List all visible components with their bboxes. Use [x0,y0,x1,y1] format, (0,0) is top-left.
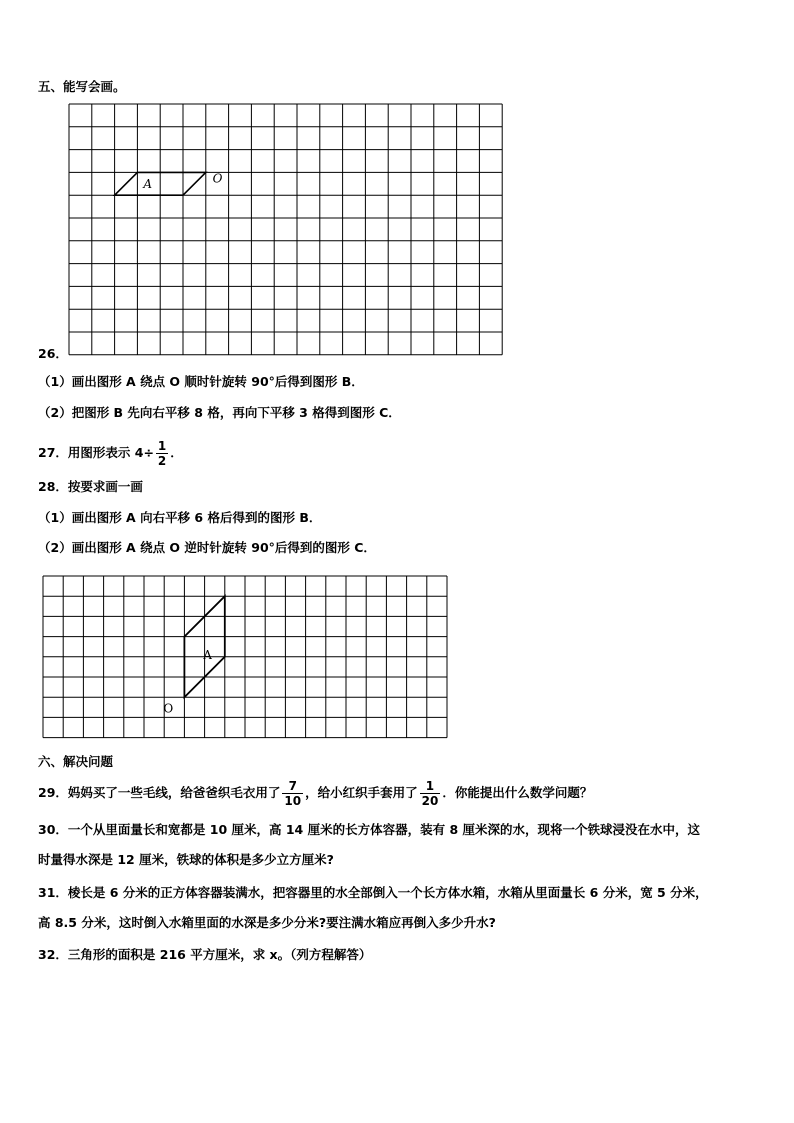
question-28-part-2: （2）画出图形 A 绕点 O 逆时针旋转 90°后得到的图形 C． [38,540,376,555]
fraction-numerator: 7 [282,779,303,794]
grid-figure-q28 [42,575,448,743]
question-29-middle: ，给小红织手套用了 [305,785,418,800]
fraction-denominator: 20 [421,794,439,808]
question-26-part-1: （1）画出图形 A 绕点 O 顺时针旋转 90°后得到图形 B． [38,374,364,389]
shape-label-a: A [203,647,212,662]
question-29-suffix: ．你能提出什么数学问题？ [442,785,593,800]
question-29 [38,776,592,810]
question-27-suffix: ． [170,445,183,460]
fraction-numerator: 1 [157,439,167,453]
question-31-line-2: 高 8.5 分米，这时倒入水箱里面的水深是多少分米?要注满水箱应再倒入多少升水? [38,915,496,930]
fraction-numerator: 1 [420,779,441,794]
question-28-title: 28．按要求画一画 [38,479,143,494]
fraction-seven-tenths [282,779,303,808]
question-31-line-1: 31．棱长是 6 分米的正方体容器装满水，把容器里的水全部倒入一个长方体水箱，水箱从里面量长 6 分米，宽 5 分米， [38,885,708,900]
shape-label-a: A [143,176,152,191]
section-title-5: 五、能写会画。 [38,79,126,94]
question-26-part-2: （2）把图形 B 先向右平移 8 格，再向下平移 3 格得到图形 C． [38,405,401,420]
question-27-prefix: 27．用图形表示 4÷ [38,445,154,460]
point-label-o: O [212,171,223,186]
fraction-one-twentieth [420,779,441,808]
question-26-number: 26． [38,346,68,361]
question-30-line-1: 30．一个从里面量长和宽都是 10 厘米，高 14 厘米的长方体容器，装有 8 厘米深的水，现将一个铁球浸没在水中，这 [38,822,700,837]
question-30-line-2: 时量得水深是 12 厘米，铁球的体积是多少立方厘米? [38,852,334,867]
fraction-denominator: 10 [284,794,302,808]
point-label-o: O [163,701,174,716]
question-28-part-1: （1）画出图形 A 向右平移 6 格后得到的图形 B． [38,510,322,525]
fraction-denominator: 2 [157,454,167,468]
question-29-prefix: 29．妈妈买了一些毛线，给爸爸织毛衣用了 [38,785,281,800]
section-title-6: 六、解决问题 [38,754,114,769]
grid-figure-q26 [68,103,504,361]
question-27 [38,436,183,470]
fraction-one-half [156,439,168,468]
question-32: 32．三角形的面积是 216 平方厘米，求 x。（列方程解答） [38,947,372,962]
